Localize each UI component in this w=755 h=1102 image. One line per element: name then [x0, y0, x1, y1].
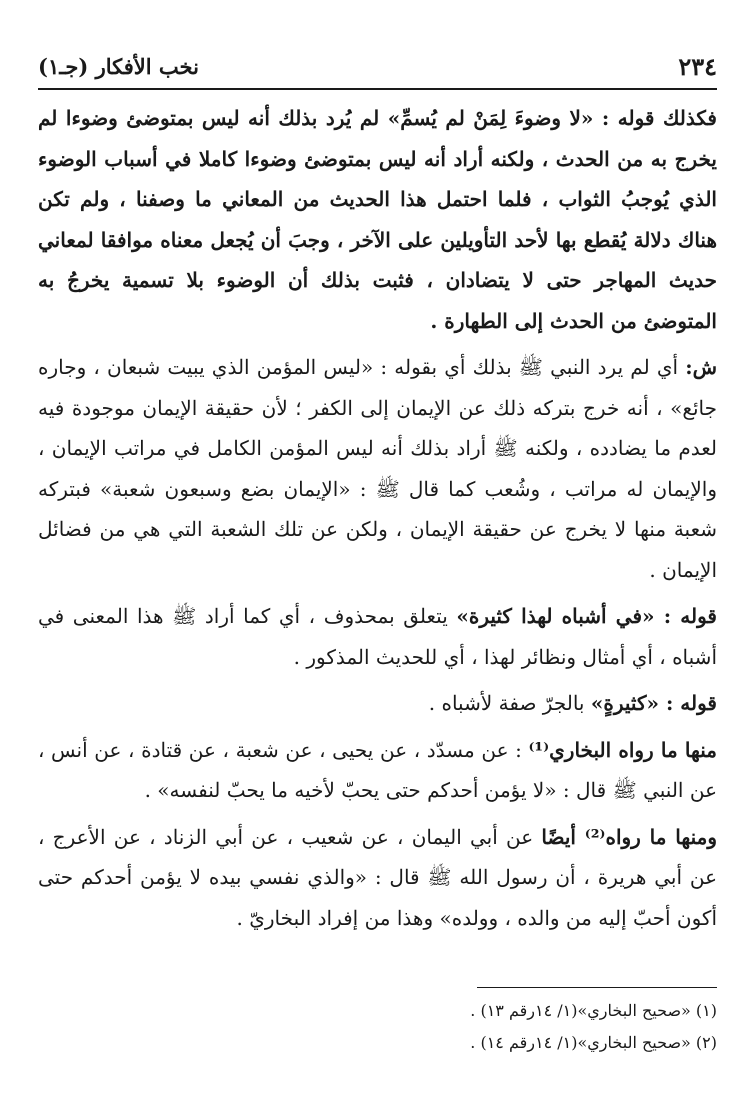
- footnote-2: (٢) «صحيح البخاري»(١/ ١٤رقم ١٤) .: [470, 1033, 717, 1052]
- paragraph-text: بالجرّ صفة لأشباه .: [428, 691, 591, 715]
- paragraph-1: [38, 98, 717, 341]
- paragraph-2: [38, 347, 717, 590]
- paragraph-4: [38, 683, 717, 724]
- paragraph-lead: قوله :: [663, 604, 717, 628]
- paragraph-lead: ومنها ما رواه⁽²⁾ أيضًا: [541, 824, 718, 849]
- paragraph-lead: ش:: [685, 355, 717, 379]
- running-head: نخب الأفكار (جـ١): [38, 53, 199, 79]
- paragraph-quote: «في أشباه لهذا كثيرة»: [456, 604, 664, 628]
- paragraph-lead: منها ما رواه البخاري⁽¹⁾: [528, 737, 717, 762]
- footnote-1: (١) «صحيح البخاري»(١/ ١٤رقم ١٣) .: [470, 1001, 717, 1020]
- header-rule: [38, 88, 717, 90]
- footnotes: [38, 995, 717, 1059]
- paragraph-6: [38, 817, 717, 939]
- page-number: ٢٣٤: [678, 51, 717, 81]
- paragraph-text: عن أبي اليمان ، عن شعيب ، عن أبي الزناد ، عن الأعرج ، عن أبي هريرة ، أن رسول الله ﷺ قال : «والذي نفسي بيده لا يؤمن أحدكم حتى أكون أحبّ إليه من والده ، وولده» وهذا من إفراد البخاريّ .: [38, 824, 717, 930]
- paragraph-lead: قوله :: [665, 691, 717, 715]
- paragraph-text: فكذلك قوله : «لا وضوءَ لِمَنْ لم يُسمِّ» لم يُرد بذلك أنه ليس بمتوضئ وضوءا لم يخرج به من الحدث ، ولكنه أراد أنه ليس بمتوضئ وضوءا كاملا في أسباب الوضوء الذي يُوجبُ الثواب ، فلما احتمل هذا الحديث من المعاني ما وصفنا ، ولم تكن هناك دلالة يُقطع بها لأحد التأويلين على الآخر ، وجبَ أن يُجعل معناه موافقا لمعاني حديث المهاجر حتى لا يتضادان ، فثبت بذلك أن الوضوء بلا تسمية يخرجُ به المتوضئ من الحدث إلى الطهارة .: [38, 106, 717, 333]
- footnote-rule: [477, 987, 717, 988]
- main-text: [38, 98, 717, 944]
- paragraph-5: [38, 730, 717, 811]
- paragraph-text: أي لم يرد النبي ﷺ بذلك أي بقوله : «ليس المؤمن الذي يبيت شبعان ، وجاره جائع» ، أنه خرج بتركه ذلك عن الإيمان إلى الكفر ؛ لأن حقيقة الإيمان موجودة فيه لعدم ما يضادده ، ولكنه ﷺ أراد بذلك أنه ليس المؤمن الكامل في مراتب الإيمان ، والإيمان له مراتب ، وشُعب كما قال ﷺ : «الإيمان بضع وسبعون شعبة» فبتركه شعبة منها لا يخرج عن حقيقة الإيمان ، ولكن عن تلك الشعبة التي هي من فضائل الإيمان .: [38, 355, 717, 582]
- paragraph-quote: «كثيرةٍ»: [590, 691, 666, 715]
- paragraph-3: [38, 596, 717, 677]
- page-header: [38, 48, 717, 84]
- paragraph-text: يتعلق بمحذوف ، أي كما أراد ﷺ هذا المعنى في أشباه ، أي أمثال ونظائر لهذا ، أي للحديث المذكور .: [38, 604, 717, 669]
- paragraph-text: : عن مسدّد ، عن يحيى ، عن شعبة ، عن قتادة ، عن أنس ، عن النبي ﷺ قال : «لا يؤمن أحدكم حتى يحبّ لأخيه ما يحبّ لنفسه» .: [38, 737, 717, 802]
